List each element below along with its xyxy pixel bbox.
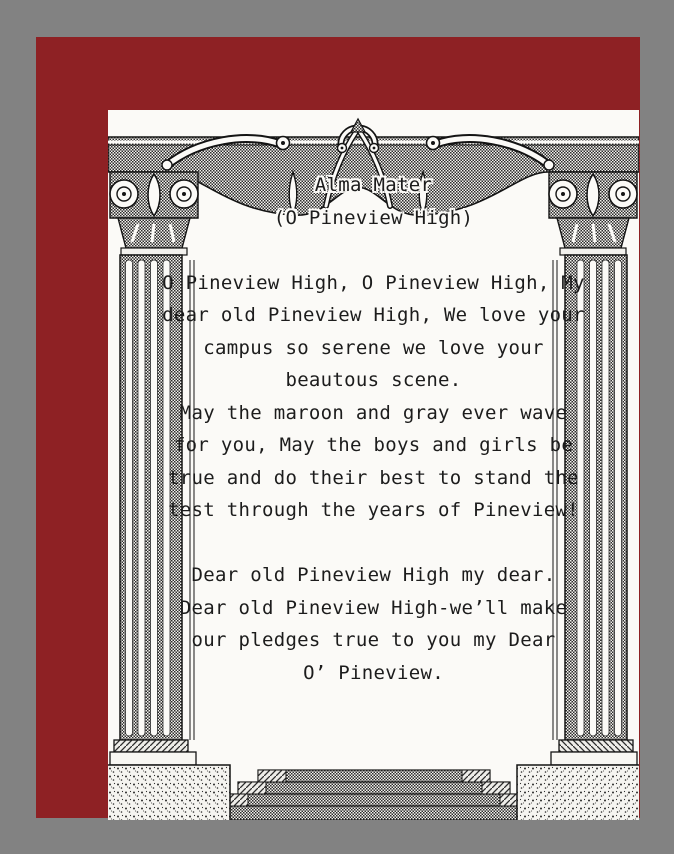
lyric-line: O’ Pineview. (303, 661, 444, 684)
lyric-line: our pledges true to you my Dear (191, 629, 556, 651)
lyric-line: true and do their best to stand the (168, 466, 579, 489)
lyric-line: for you, May the boys and girls be (173, 434, 574, 456)
spacer (108, 234, 639, 267)
lyric-line: campus so serene we love your (203, 336, 544, 359)
certificate-page (108, 110, 639, 820)
lyric-line: Dear old Pineview High-we’ll make (179, 596, 568, 619)
lyric-line: May the maroon and gray ever wave (179, 401, 568, 424)
alma-mater-lyrics (108, 110, 639, 820)
lyric-line: O Pineview High, O Pineview High, My (162, 271, 585, 294)
lyric-line: Dear old Pineview High my dear. (191, 564, 556, 586)
maroon-frame (36, 37, 640, 818)
page-title: Alma Mater (314, 174, 433, 196)
lyric-line: beautous scene. (285, 369, 462, 391)
spacer (108, 527, 639, 560)
page-subtitle: (O Pineview High) (273, 206, 474, 229)
lyric-line: dear old Pineview High, We love your (162, 304, 585, 326)
lyric-line: test through the years of Pineview! (168, 499, 579, 521)
